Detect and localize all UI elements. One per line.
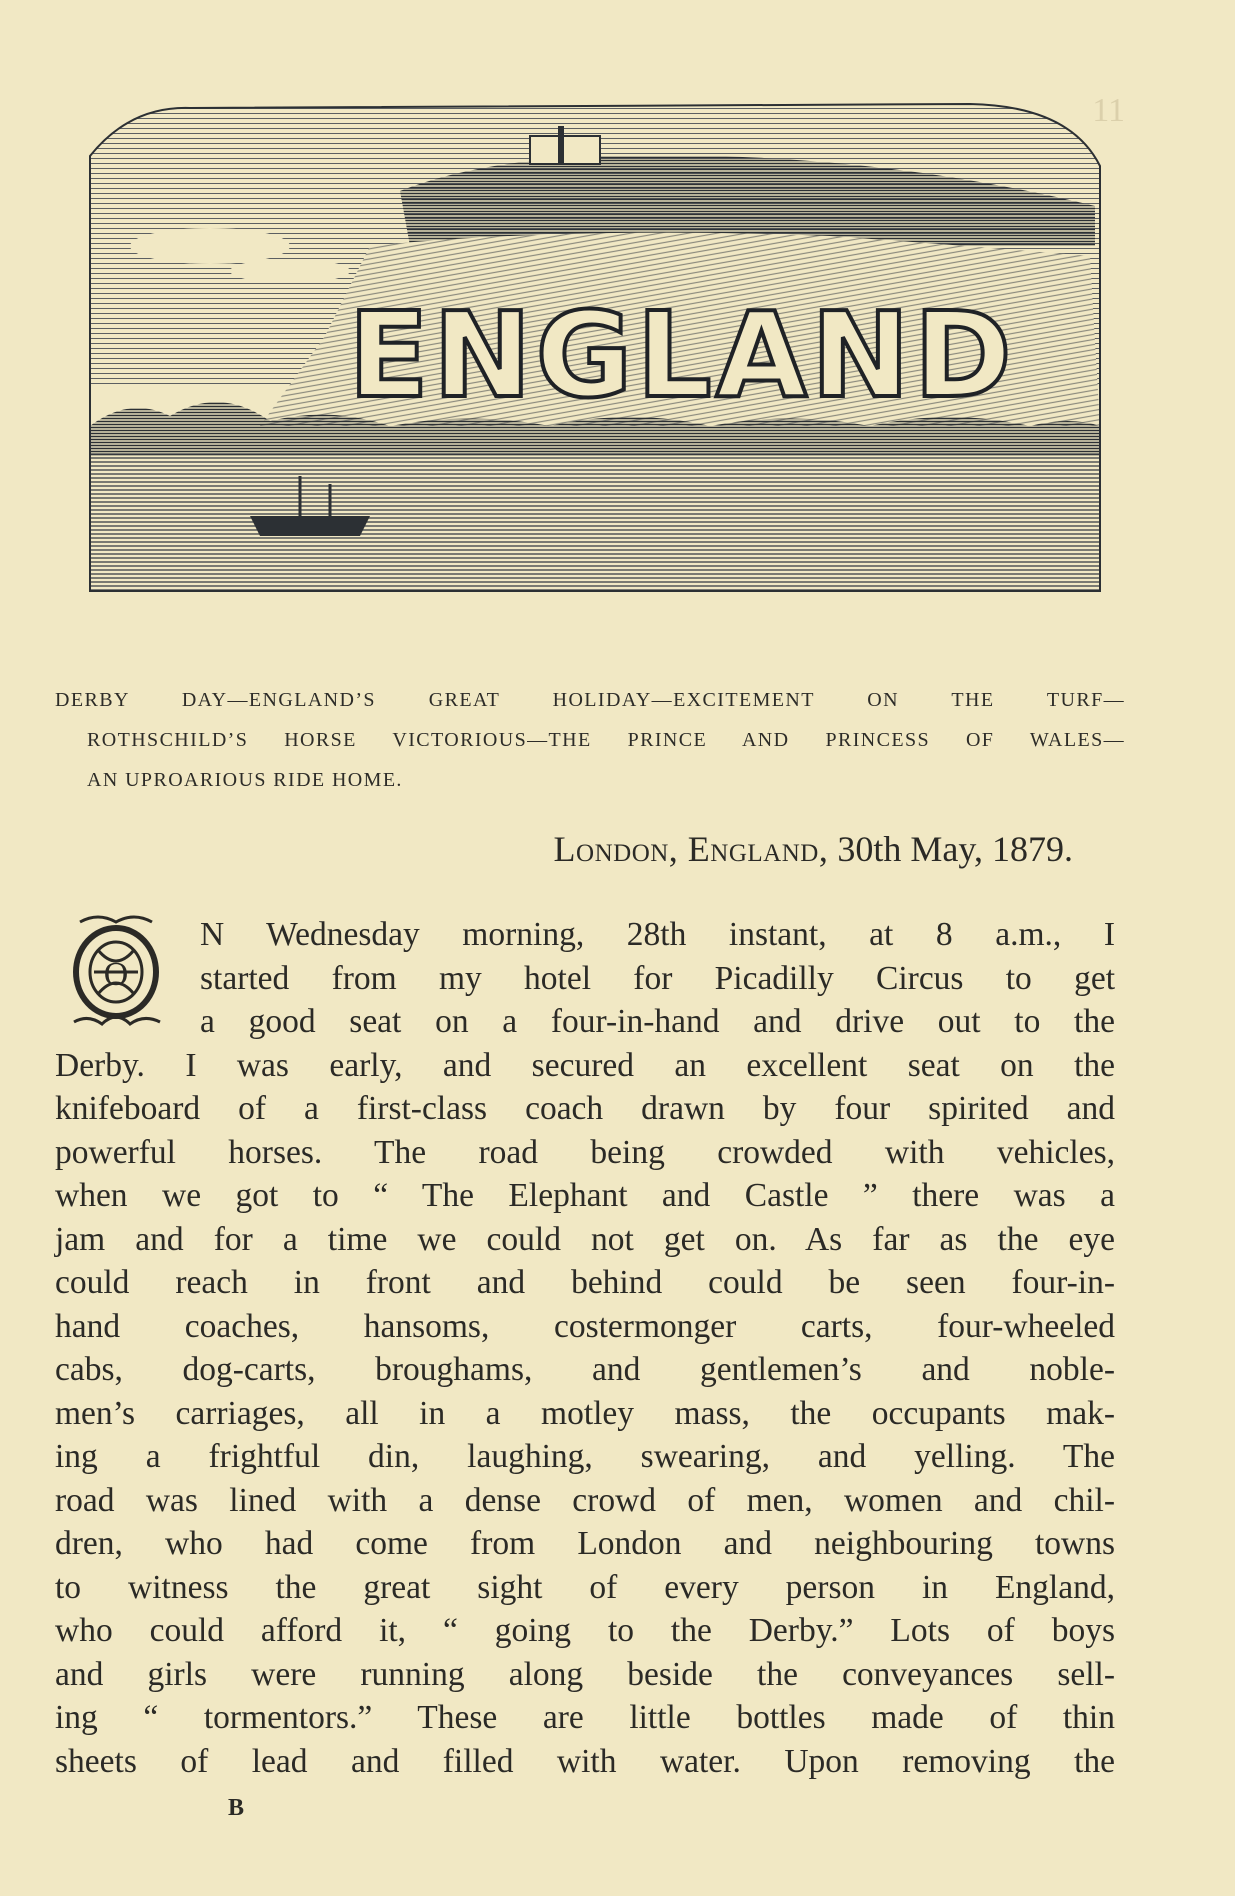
summary-line: DERBY DAY—ENGLAND’S GREAT HOLIDAY—EXCITEMENT ON THE TURF—: [55, 689, 1125, 711]
text-line: sheets of lead and filled with water. Upon removing the: [55, 1742, 1115, 1780]
england-lettering: ENGLAND: [348, 286, 1016, 424]
text-line: and girls were running along beside the conveyances sell-: [55, 1655, 1115, 1693]
text-line: ing a frightful din, laughing, swearing, and yelling. The: [55, 1438, 1115, 1475]
text-line: Derby. I was early, and secured an excellent seat on the: [55, 1046, 1115, 1084]
text-line: when we got to “ The Elephant and Castle ” there was a: [55, 1177, 1115, 1214]
summary-line: AN UPROARIOUS RIDE HOME.: [87, 769, 403, 791]
text-line: started from my hotel for Picadilly Circus to get: [200, 959, 1115, 997]
drop-cap-letter: O: [103, 956, 129, 993]
text-line: ing “ tormentors.” These are little bottles made of thin: [55, 1699, 1115, 1736]
chapter-summary: [55, 680, 1125, 800]
text-line: jam and for a time we could not get on. As far as the eye: [55, 1220, 1115, 1258]
text-line: who could afford it, “ going to the Derby.” Lots of boys: [55, 1612, 1115, 1649]
signature-mark: B: [228, 1795, 245, 1821]
text-line: to witness the great sight of every person in England,: [55, 1568, 1115, 1606]
text-line: hand coaches, hansoms, costermonger carts, four-wheeled: [55, 1307, 1115, 1345]
dateline-date: 30th May, 1879.: [837, 829, 1073, 869]
text-line: powerful horses. The road being crowded with vehicles,: [55, 1133, 1115, 1171]
body-text: [55, 913, 1115, 1783]
text-line: N Wednesday morning, 28th instant, at 8 a.m., I: [200, 916, 1115, 953]
text-line: cabs, dog-carts, broughams, and gentlemen’s and noble-: [55, 1351, 1115, 1388]
text-line: could reach in front and behind could be seen four-in-: [55, 1264, 1115, 1301]
text-line: knifeboard of a first-class coach drawn by four spirited and: [55, 1090, 1115, 1127]
text-line: road was lined with a dense crowd of men, women and chil-: [55, 1481, 1115, 1519]
dateline-place: London, England,: [553, 829, 829, 869]
dateline: [554, 828, 1073, 870]
ghost-page-number: 11: [1092, 92, 1125, 129]
summary-line: ROTHSCHILD’S HORSE VICTORIOUS—THE PRINCE AND PRINCESS OF WALES—: [87, 729, 1125, 751]
text-line: men’s carriages, all in a motley mass, the occupants mak-: [55, 1394, 1115, 1432]
text-line: dren, who had come from London and neighbouring towns: [55, 1525, 1115, 1562]
cliffs-engraving-image: [70, 96, 1110, 598]
text-line: a good seat on a four-in-hand and drive out to the: [200, 1003, 1115, 1040]
